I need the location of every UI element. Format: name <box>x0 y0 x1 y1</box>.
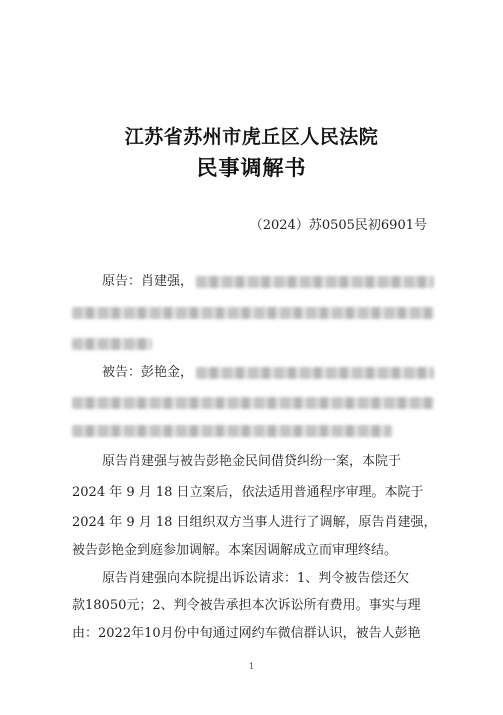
court-name: 江苏省苏州市虎丘区人民法院 <box>124 126 379 148</box>
redacted-defendant-info <box>72 425 392 437</box>
defendant-label: 被告：彭艳金， <box>102 365 194 380</box>
body-line: 被告彭艳金到庭参加调解。本案因调解成立而审理终结。 <box>72 543 398 558</box>
redacted-defendant-info <box>72 397 434 409</box>
body-line: 由：2022年10月份中旬通过网约车微信群认识，被告人彭艳 <box>72 626 421 641</box>
plaintiff-label: 原告：肖建强， <box>102 274 194 289</box>
case-number: （2024）苏0505民初6901号 <box>249 218 427 233</box>
page-number: 1 <box>248 662 255 671</box>
body-line: 2024 年 9 月 18 日组织双方当事人进行了调解，原告肖建强， <box>72 515 437 530</box>
body-line: 原告肖建强向本院提出诉讼请求：1、判令被告偿还欠 <box>102 571 410 586</box>
redacted-plaintiff-info <box>196 276 434 288</box>
redacted-plaintiff-info <box>72 307 434 319</box>
body-line: 2024 年 9 月 18 日立案后，依法适用普通程序审理。本院于 <box>72 485 424 500</box>
body-line: 原告肖建强与被告彭艳金民间借贷纠纷一案，本院于 <box>102 454 402 469</box>
body-line: 款18050元；2、判令被告承担本次诉讼所有费用。事实与理 <box>72 598 421 613</box>
redacted-plaintiff-info <box>72 338 152 350</box>
document-type-title: 民事调解书 <box>196 155 307 180</box>
redacted-defendant-info <box>196 367 434 379</box>
